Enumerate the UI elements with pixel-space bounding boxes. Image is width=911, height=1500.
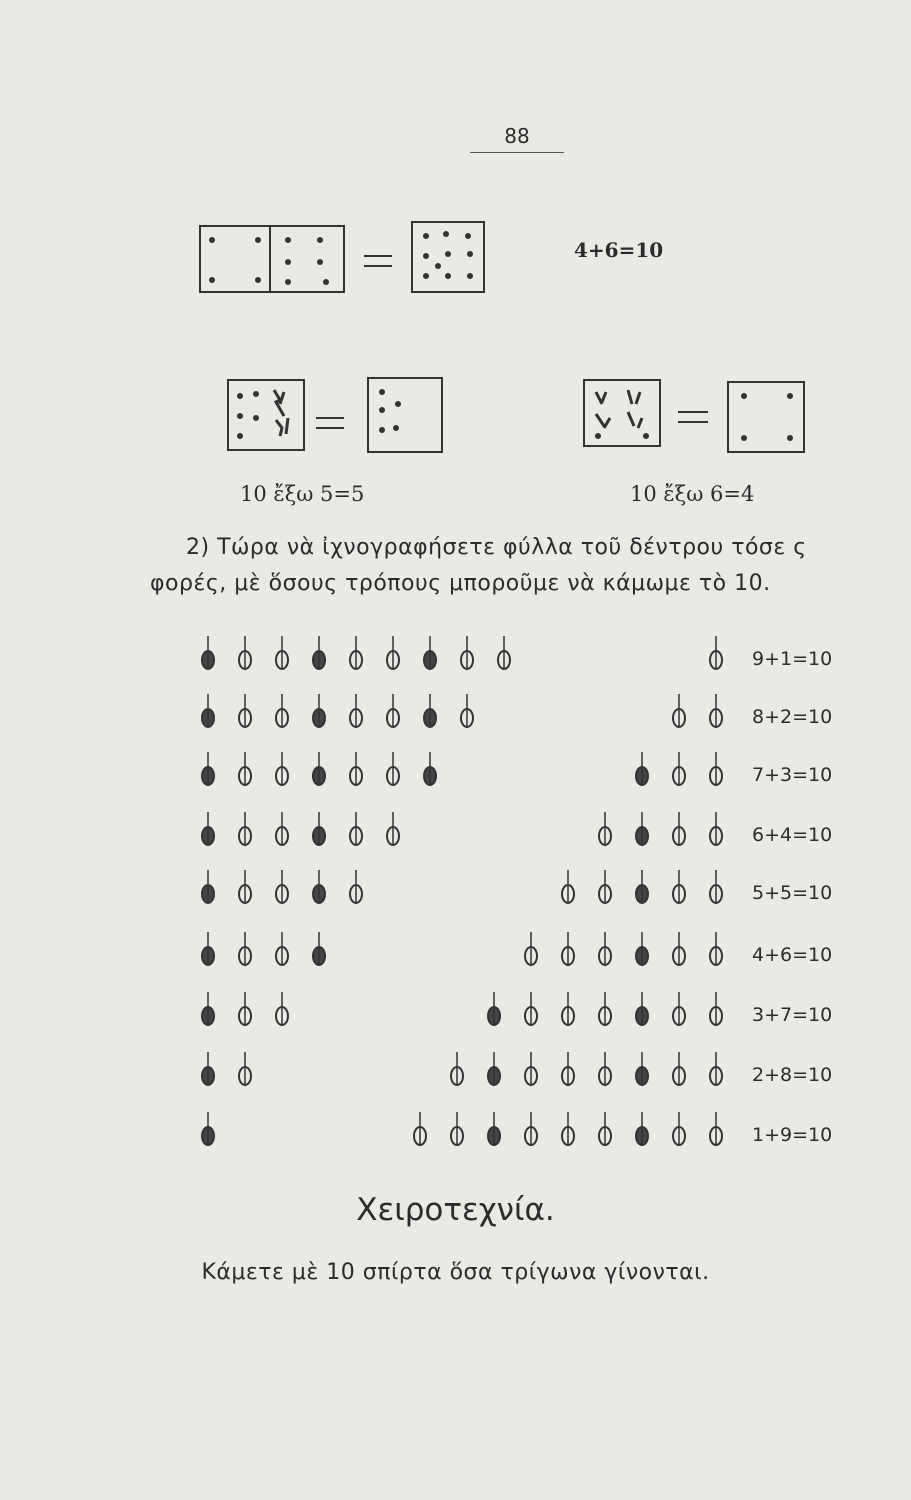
- leaf: [202, 694, 214, 727]
- leaf: [387, 636, 399, 669]
- leaf: [525, 1052, 537, 1085]
- top-equation: 4+6=10: [574, 238, 664, 262]
- leaf: [710, 694, 722, 727]
- leaf: [202, 1112, 214, 1145]
- closing-text: Κάμετε μὲ 10 σπίρτα ὅσα τρίγωνα γίνονται.: [201, 1260, 710, 1285]
- leaf: [599, 870, 611, 903]
- leaf: [562, 932, 574, 965]
- leaf: [313, 694, 325, 727]
- row-sum: 6+4=10: [752, 824, 833, 846]
- leaf: [202, 812, 214, 845]
- leaf: [276, 870, 288, 903]
- leaf: [673, 694, 685, 727]
- leaf: [710, 1112, 722, 1145]
- instruction-line-2: φορές, μὲ ὅσους τρόπους μποροῦμε νὰ κάμωμε τὸ 10.: [150, 571, 771, 596]
- leaf: [350, 812, 362, 845]
- leaf: [202, 1052, 214, 1085]
- leaf: [599, 1052, 611, 1085]
- leaf: [276, 812, 288, 845]
- leaf: [387, 694, 399, 727]
- leaf: [562, 992, 574, 1025]
- row-sum: 4+6=10: [752, 944, 833, 966]
- leaf: [276, 992, 288, 1025]
- leaf: [525, 932, 537, 965]
- leaf: [636, 870, 648, 903]
- leaf: [424, 752, 436, 785]
- leaf: [239, 812, 251, 845]
- leaf: [636, 1112, 648, 1145]
- leaf: [350, 636, 362, 669]
- leaf: [636, 752, 648, 785]
- leaf: [387, 812, 399, 845]
- leaf: [313, 752, 325, 785]
- leaf: [350, 752, 362, 785]
- leaf: [599, 992, 611, 1025]
- row-sum: 8+2=10: [752, 706, 833, 728]
- leaf: [451, 1052, 463, 1085]
- leaf: [451, 1112, 463, 1145]
- leaf: [313, 932, 325, 965]
- leaf: [710, 812, 722, 845]
- leaf: [202, 870, 214, 903]
- leaf: [673, 752, 685, 785]
- leaf: [525, 992, 537, 1025]
- leaf: [673, 812, 685, 845]
- leaf: [202, 992, 214, 1025]
- leaf: [599, 1112, 611, 1145]
- leaf: [562, 870, 574, 903]
- leaf: [424, 694, 436, 727]
- leaf: [202, 636, 214, 669]
- row-sum: 3+7=10: [752, 1004, 833, 1026]
- leaf: [488, 1052, 500, 1085]
- leaf: [350, 694, 362, 727]
- leaf: [498, 636, 510, 669]
- leaf: [673, 932, 685, 965]
- leaf: [239, 992, 251, 1025]
- leaf: [239, 1052, 251, 1085]
- section-heading: Χειροτεχνία.: [356, 1192, 555, 1228]
- leaf: [414, 1112, 426, 1145]
- leaf: [488, 992, 500, 1025]
- leaf: [202, 752, 214, 785]
- leaf: [710, 932, 722, 965]
- page-number: 88: [470, 124, 564, 153]
- leaf: [562, 1052, 574, 1085]
- leaf: [562, 1112, 574, 1145]
- leaf: [239, 932, 251, 965]
- instruction-line-1: 2) Τώρα νὰ ἰχνογραφήσετε φύλλα τοῦ δέντρου τόσε ς: [186, 535, 807, 560]
- leaf: [239, 752, 251, 785]
- leaf: [710, 1052, 722, 1085]
- leaf: [673, 870, 685, 903]
- leaf: [276, 932, 288, 965]
- row-sum: 2+8=10: [752, 1064, 833, 1086]
- leaf: [202, 932, 214, 965]
- row-sum: 5+5=10: [752, 882, 833, 904]
- leaf: [276, 694, 288, 727]
- leaf: [636, 1052, 648, 1085]
- leaf: [673, 992, 685, 1025]
- leaf: [636, 932, 648, 965]
- leaf: [461, 636, 473, 669]
- leaf: [424, 636, 436, 669]
- leaf: [239, 694, 251, 727]
- leaf: [599, 812, 611, 845]
- leaf: [710, 992, 722, 1025]
- leaf: [636, 992, 648, 1025]
- leaf: [313, 812, 325, 845]
- row-sum: 7+3=10: [752, 764, 833, 786]
- leaf: [673, 1052, 685, 1085]
- caption-right: 10 ἔξω 6=4: [630, 482, 755, 506]
- leaf: [387, 752, 399, 785]
- leaf: [239, 636, 251, 669]
- leaf: [313, 636, 325, 669]
- leaf: [636, 812, 648, 845]
- leaf: [599, 932, 611, 965]
- leaf: [525, 1112, 537, 1145]
- leaf: [488, 1112, 500, 1145]
- leaf: [350, 870, 362, 903]
- leaf: [461, 694, 473, 727]
- leaf: [239, 870, 251, 903]
- leaf: [313, 870, 325, 903]
- row-sum: 1+9=10: [752, 1124, 833, 1146]
- leaf: [710, 870, 722, 903]
- leaf: [276, 752, 288, 785]
- leaf: [276, 636, 288, 669]
- caption-left: 10 ἔξω 5=5: [240, 482, 365, 506]
- row-sum: 9+1=10: [752, 648, 833, 670]
- leaf: [710, 636, 722, 669]
- leaf: [710, 752, 722, 785]
- leaf: [673, 1112, 685, 1145]
